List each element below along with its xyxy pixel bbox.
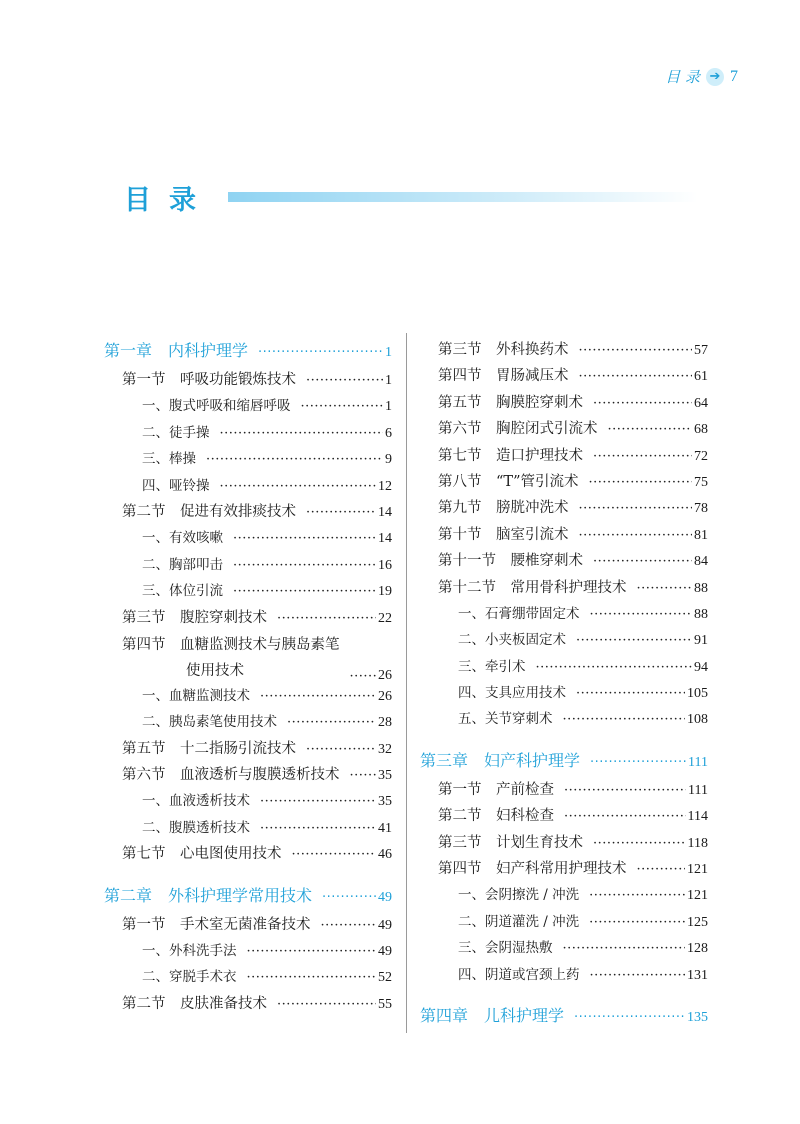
toc-right-column [420, 338, 708, 1033]
toc-left-column [104, 338, 392, 1018]
toc-subsection-entry[interactable] [420, 963, 708, 989]
toc-entry-title: 二、小夹板固定术 [458, 632, 566, 649]
toc-entry-title: 四、阴道或宫颈上药 [458, 966, 580, 983]
column-divider [406, 333, 407, 1033]
toc-dot-leader [589, 475, 693, 490]
toc-page-number: 128 [687, 941, 708, 957]
toc-page-number: 26 [378, 667, 392, 683]
toc-subsection-entry[interactable] [104, 579, 392, 605]
toc-entry-title: 一、腹式呼吸和缩唇呼吸 [142, 398, 291, 415]
toc-page-number: 78 [694, 501, 708, 517]
toc-dot-leader [292, 847, 377, 862]
toc-dot-leader [589, 888, 685, 903]
toc-section-entry[interactable] [104, 763, 392, 789]
toc-page-number: 1 [385, 373, 392, 388]
toc-dot-leader [563, 941, 686, 956]
toc-section-entry[interactable] [420, 470, 708, 496]
toc-entry-title: 第四节 胃肠减压术 [438, 368, 569, 385]
toc-page-number: 14 [378, 531, 392, 547]
toc-entry-title: 二、腹膜透析技术 [142, 819, 250, 836]
page-title: 目录 [124, 185, 214, 216]
toc-subsection-entry[interactable] [104, 447, 392, 473]
toc-entry-title: 第五节 胸膜腔穿刺术 [438, 394, 583, 411]
toc-entry-title: 第三节 外科换药术 [438, 342, 569, 358]
toc-dot-leader [258, 345, 383, 360]
toc-subsection-entry[interactable] [104, 684, 392, 710]
toc-subsection-entry[interactable] [420, 681, 708, 707]
toc-dot-leader [321, 918, 377, 933]
toc-dot-leader [277, 997, 376, 1012]
toc-entry-title: 第四章 儿科护理学 [420, 1005, 565, 1025]
toc-section-entry[interactable] [420, 804, 708, 830]
toc-subsection-entry[interactable] [104, 394, 392, 420]
toc-section-entry[interactable] [104, 842, 392, 868]
toc-page-number: 114 [687, 809, 708, 825]
toc-dot-leader [350, 669, 377, 684]
toc-subsection-entry[interactable] [104, 526, 392, 552]
toc-dot-leader [220, 426, 384, 441]
toc-dot-leader [287, 715, 376, 730]
toc-subsection-entry[interactable] [420, 883, 708, 909]
toc-page-number: 9 [385, 452, 392, 468]
toc-section-entry[interactable] [420, 496, 708, 522]
toc-subsection-entry[interactable] [104, 553, 392, 579]
toc-dot-leader [593, 396, 692, 411]
toc-entry-title: 第六节 血液透析与腹膜透析技术 [122, 767, 340, 784]
toc-entry-title: 第十二节 常用骨科护理技术 [438, 579, 627, 596]
toc-entry-title: 四、支具应用技术 [458, 685, 566, 702]
toc-dot-leader [206, 452, 383, 467]
toc-page-number: 108 [687, 712, 708, 728]
toc-entry-title: 一、有效咳嗽 [142, 530, 223, 547]
toc-dot-leader [590, 607, 693, 622]
toc-dot-leader [608, 422, 693, 437]
toc-section-entry[interactable] [420, 831, 708, 857]
toc-dot-leader [306, 373, 383, 388]
toc-entry-title: 第三节 计划生育技术 [438, 834, 583, 851]
toc-subsection-entry[interactable] [104, 789, 392, 815]
toc-entry-title: 第十节 脑室引流术 [438, 526, 569, 543]
toc-page-number: 26 [378, 688, 392, 704]
toc-section-entry[interactable] [104, 500, 392, 526]
toc-dot-leader [322, 890, 376, 905]
toc-section-entry[interactable] [420, 523, 708, 549]
toc-section-entry[interactable] [420, 444, 708, 470]
toc-dot-leader [233, 531, 376, 546]
toc-page-number: 72 [694, 448, 708, 464]
toc-subsection-entry[interactable] [104, 474, 392, 500]
toc-entry-title: 第二节 皮肤准备技术 [122, 995, 267, 1012]
toc-page-number: 1 [385, 345, 392, 360]
toc-page-number: 111 [688, 782, 708, 798]
toc-entry-title: 第十一节 腰椎穿刺术 [438, 553, 583, 570]
toc-section-entry[interactable] [420, 778, 708, 804]
toc-entry-title: 第一节 产前检查 [438, 781, 554, 798]
toc-page-number: 61 [694, 369, 708, 385]
toc-page-number: 135 [687, 1009, 708, 1025]
toc-entry-title: 第一节 呼吸功能锻炼技术 [122, 372, 296, 388]
toc-entry-title: 第七节 造口护理技术 [438, 447, 583, 464]
toc-page-number: 6 [385, 425, 392, 441]
toc-dot-leader [306, 505, 376, 520]
toc-page-number: 28 [378, 715, 392, 731]
toc-subsection-entry[interactable] [420, 655, 708, 681]
toc-section-entry[interactable] [420, 391, 708, 417]
toc-dot-leader [564, 783, 686, 798]
toc-page-number: 35 [378, 768, 392, 784]
toc-dot-leader [593, 836, 686, 851]
toc-page-number: 88 [694, 580, 708, 596]
toc-entry-title: 第一章 内科护理学 [104, 341, 249, 360]
toc-page-number: 64 [694, 395, 708, 411]
toc-section-entry[interactable] [104, 992, 392, 1018]
toc-page-number: 49 [378, 917, 392, 933]
toc-chapter-entry[interactable] [420, 1003, 708, 1033]
toc-entry-title: 一、石膏绷带固定术 [458, 605, 580, 622]
toc-dot-leader [220, 479, 377, 494]
toc-section-entry[interactable] [104, 632, 392, 684]
toc-section-entry[interactable] [104, 368, 392, 394]
toc-dot-leader [564, 809, 686, 824]
toc-entry-title: 二、徒手操 [142, 424, 210, 441]
toc-dot-leader [579, 369, 693, 384]
toc-page-number: 81 [694, 527, 708, 543]
toc-page-number: 1 [385, 399, 392, 415]
toc-page-number: 32 [378, 741, 392, 757]
running-head-title: 目 录 [665, 68, 700, 86]
toc-dot-leader [233, 584, 376, 599]
toc-entry-title: 二、胰岛素笔使用技术 [142, 714, 277, 731]
toc-dot-leader [590, 968, 686, 983]
toc-chapter-entry[interactable] [104, 883, 392, 913]
toc-entry-title: 一、外科洗手法 [142, 943, 237, 960]
toc-entry-title-line1: 第四节 血糖监测技术与胰岛素笔 [122, 636, 340, 653]
toc-entry-title: 二、阴道灌洗 / 冲洗 [458, 913, 580, 930]
toc-dot-leader [579, 343, 693, 358]
toc-page-number: 88 [694, 606, 708, 622]
toc-section-entry[interactable] [420, 576, 708, 602]
toc-subsection-entry[interactable] [420, 707, 708, 733]
toc-dot-leader [576, 633, 692, 648]
toc-dot-leader [593, 449, 692, 464]
arrow-right-icon: ➔ [706, 68, 724, 86]
toc-subsection-entry[interactable] [104, 939, 392, 965]
toc-dot-leader [260, 821, 376, 836]
toc-page-number: 41 [378, 820, 392, 836]
toc-entry-title: 第二节 妇科检查 [438, 808, 554, 825]
page-number: 7 [730, 67, 738, 85]
toc-entry-title [122, 632, 340, 684]
toc-chapter-entry[interactable] [104, 338, 392, 368]
toc-entry-title: 三、棒操 [142, 451, 196, 468]
toc-entry-title: 第二节 促进有效排痰技术 [122, 503, 296, 520]
toc-dot-leader [593, 554, 692, 569]
toc-subsection-entry[interactable] [104, 965, 392, 991]
toc-entry-title: 五、关节穿刺术 [458, 711, 553, 728]
toc-entry-title: 第一节 手术室无菌准备技术 [122, 916, 311, 933]
toc-entry-title: 第三章 妇产科护理学 [420, 750, 581, 770]
toc-entry-title: 第三节 腹腔穿刺技术 [122, 609, 267, 626]
toc-entry-title: 第五节 十二指肠引流技术 [122, 740, 296, 757]
toc-dot-leader [574, 1010, 685, 1025]
toc-entry-title: 一、会阴擦洗 / 冲洗 [458, 887, 580, 904]
toc-entry-title: 三、牵引术 [458, 658, 526, 675]
toc-page-number: 22 [378, 610, 392, 626]
toc-dot-leader [260, 794, 376, 809]
toc-subsection-entry[interactable] [420, 628, 708, 654]
toc-dot-leader [301, 399, 384, 414]
title-decoration-bar [228, 192, 698, 202]
toc-section-entry[interactable] [420, 549, 708, 575]
toc-dot-leader [247, 944, 377, 959]
toc-dot-leader [579, 501, 693, 516]
toc-entry-title: 三、会阴湿热敷 [458, 940, 553, 957]
toc-page-number: 125 [687, 914, 708, 930]
toc-page-number: 75 [694, 474, 708, 490]
toc-entry-title: 二、穿脱手术衣 [142, 969, 237, 986]
toc-page-number: 68 [694, 422, 708, 438]
toc-page-number: 105 [687, 686, 708, 702]
toc-section-entry[interactable] [420, 417, 708, 443]
toc-page-number: 121 [687, 888, 708, 904]
toc-dot-leader [350, 768, 377, 783]
toc-page-number: 49 [378, 944, 392, 960]
toc-page-number: 57 [694, 343, 708, 358]
toc-entry-title: 第七节 心电图使用技术 [122, 846, 282, 863]
toc-section-entry[interactable] [104, 737, 392, 763]
toc-entry-title: 第九节 膀胱冲洗术 [438, 500, 569, 517]
toc-subsection-entry[interactable] [104, 421, 392, 447]
toc-entry-title: 第二章 外科护理学常用技术 [104, 885, 313, 905]
toc-page-number: 49 [378, 889, 392, 905]
toc-dot-leader [306, 742, 376, 757]
toc-dot-leader [536, 660, 693, 675]
running-head [665, 66, 738, 87]
toc-page-number: 111 [688, 754, 708, 770]
toc-page-number: 84 [694, 554, 708, 570]
toc-page-number: 19 [378, 584, 392, 600]
toc-entry-title: 二、胸部叩击 [142, 556, 223, 573]
toc-dot-leader [563, 712, 686, 727]
toc-page-number: 91 [694, 633, 708, 649]
toc-entry-title: 第八节 “T”管引流术 [438, 473, 579, 490]
toc-section-entry[interactable] [420, 857, 708, 883]
toc-section-entry[interactable] [104, 606, 392, 632]
toc-entry-title: 一、血液透析技术 [142, 793, 250, 810]
toc-page-number: 12 [378, 478, 392, 494]
toc-subsection-entry[interactable] [420, 602, 708, 628]
toc-dot-leader [579, 528, 693, 543]
toc-page-number: 118 [687, 835, 708, 851]
toc-section-entry[interactable] [104, 913, 392, 939]
toc-entry-title: 第六节 胸腔闭式引流术 [438, 421, 598, 438]
toc-subsection-entry[interactable] [420, 936, 708, 962]
toc-subsection-entry[interactable] [104, 816, 392, 842]
toc-entry-title: 第四节 妇产科常用护理技术 [438, 861, 627, 878]
toc-dot-leader [590, 755, 686, 770]
toc-subsection-entry[interactable] [104, 710, 392, 736]
toc-dot-leader [589, 915, 685, 930]
toc-page-number: 131 [687, 967, 708, 983]
toc-chapter-entry[interactable] [420, 748, 708, 778]
toc-page-number: 14 [378, 504, 392, 520]
toc-page-number: 35 [378, 794, 392, 810]
toc-page-number: 94 [694, 659, 708, 675]
toc-subsection-entry[interactable] [420, 910, 708, 936]
toc-dot-leader [576, 686, 685, 701]
toc-page-number: 16 [378, 557, 392, 573]
toc-entry-title-line2: 使用技术 [186, 662, 244, 679]
toc-page-number: 52 [378, 970, 392, 986]
toc-dot-leader [260, 689, 376, 704]
toc-page-number: 55 [378, 996, 392, 1012]
toc-dot-leader [637, 862, 686, 877]
toc-section-entry[interactable] [420, 338, 708, 364]
toc-entry-title: 三、体位引流 [142, 583, 223, 600]
toc-dot-leader [247, 970, 377, 985]
toc-page-number: 46 [378, 847, 392, 863]
toc-entry-title: 一、血糖监测技术 [142, 687, 250, 704]
toc-dot-leader [637, 581, 693, 596]
toc-page-number: 121 [687, 862, 708, 878]
toc-entry-title: 四、哑铃操 [142, 477, 210, 494]
toc-section-entry[interactable] [420, 364, 708, 390]
toc-dot-leader [277, 611, 376, 626]
toc-dot-leader [233, 558, 376, 573]
